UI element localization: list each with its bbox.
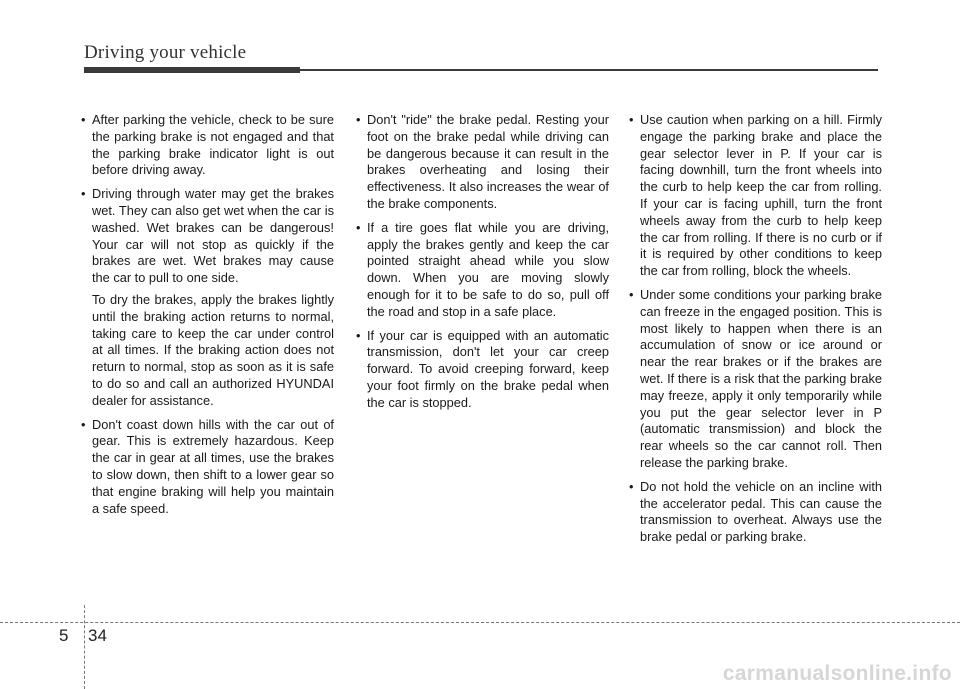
bullet: • [356,327,361,343]
text-column-1 [79,112,334,524]
bullet: • [356,112,361,127]
list-item [354,328,609,412]
bullet: • [81,416,86,432]
list-item [79,112,334,179]
list-item [79,417,334,518]
list-item [627,112,882,280]
page-title: Driving your vehicle [84,42,247,63]
paragraph: Driving through water may get the brakes wet. They can also get wet when the car is washed. Wet brakes can be dangerous! Your car will not stop as quickly if the brakes are wet. Wet brakes may cause the car to pull to one side. [92,186,334,286]
list-item [354,220,609,321]
paragraph: Don't coast down hills with the car out of gear. This is extremely hazardous. Keep the car in gear at all times, use the brakes to slow down, then shift to a lower gear so that engine braking will help you maintain a safe speed. [92,416,334,516]
text-column-3 [627,112,882,553]
paragraph: Use caution when parking on a hill. Firmly engage the parking brake and place the gear selector lever in P. If your car is facing downhill, turn the front wheels into the curb to help keep the car from rolling. If your car is facing uphill, turn the front wheels away from the curb to help keep the car from rolling. If there is no curb or if it is required by other conditions to keep the car from rolling, block the wheels. [640,112,882,279]
chapter-number: 5 [59,626,69,645]
header-rule-thick [84,67,300,73]
bullet: • [629,286,634,302]
list-item [79,186,334,409]
footer-rule [0,622,960,623]
list-item [627,479,882,546]
text-column-2 [354,112,609,419]
header-rule-thin [300,69,878,71]
watermark: carmanualsonline.info [722,662,952,685]
page-number: 34 [88,626,107,645]
bullet: • [81,112,86,127]
paragraph: Under some conditions your parking brake can freeze in the engaged position. This is most likely to happen when there is an accumulation of snow or ice around or near the rear brakes or if the brakes are wet. If there is a risk that the parking brake may freeze, apply it only temporarily while you put the gear selector lever in P (automatic transmission) and block the rear wheels so the car cannot roll. Then release the parking brake. [640,286,882,470]
paragraph: If your car is equipped with an automatic transmission, don't let your car creep forward. To avoid creeping forward, keep your foot firmly on the brake pedal when the car is stopped. [367,327,609,410]
bullet: • [81,186,86,202]
paragraph: Do not hold the vehicle on an incline with the accelerator pedal. This can cause the transmission to overheat. Always use the brake pedal or parking brake. [640,478,882,545]
bullet: • [629,478,634,494]
paragraph: To dry the brakes, apply the brakes lightly until the braking action returns to normal, taking care to keep the car under control at all times. If the braking action does not return to normal, stop as soon as it is safe to do so and call an authorized HYUNDAI dealer for assistance. [92,291,334,408]
bullet: • [356,219,361,235]
footer-divider [84,605,85,689]
list-item [354,112,609,213]
list-item [627,287,882,472]
bullet: • [629,112,634,127]
paragraph: After parking the vehicle, check to be sure the parking brake is not engaged and that the parking brake indicator light is out before driving away. [92,112,334,178]
paragraph: Don't "ride" the brake pedal. Resting your foot on the brake pedal while driving can be dangerous because it can result in the brakes overheating and losing their effectiveness. It also increases the wear of the brake components. [367,112,609,211]
paragraph: If a tire goes flat while you are driving, apply the brakes gently and keep the car pointed straight ahead while you slow down. When you are moving slowly enough for it to be safe to do so, pull off the road and stop in a safe place. [367,219,609,319]
